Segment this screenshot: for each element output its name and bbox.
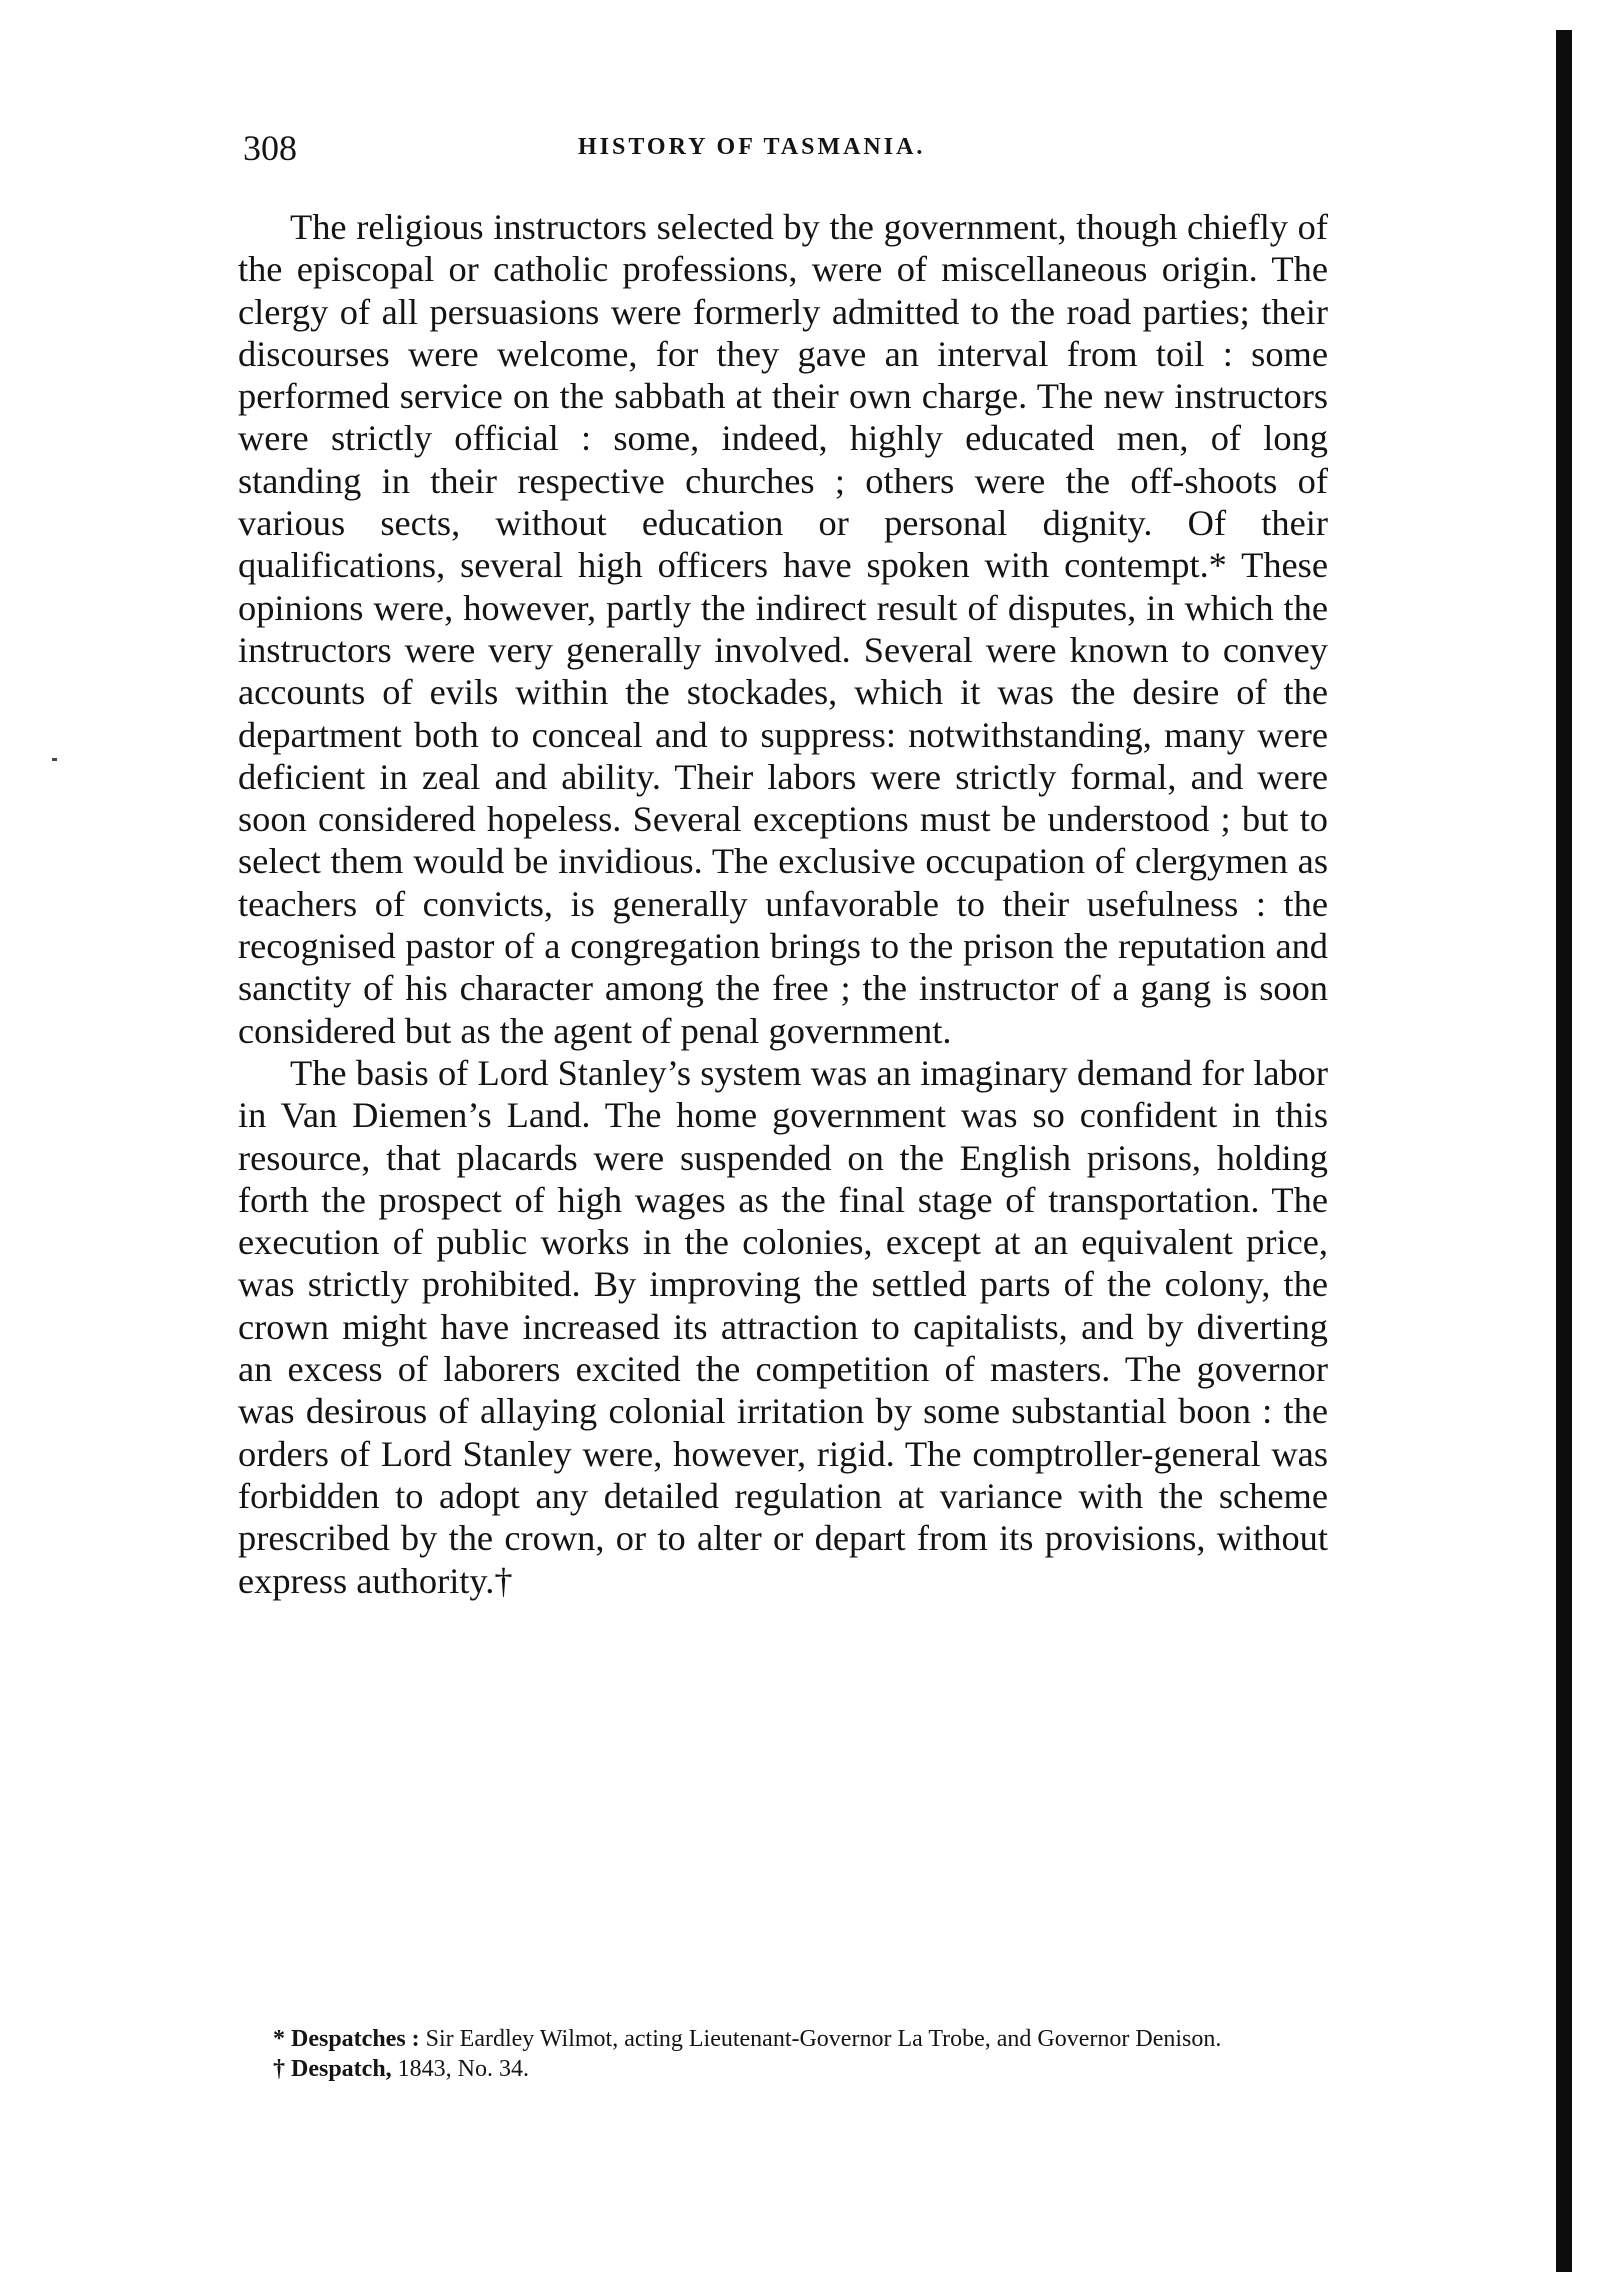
running-head-title: HISTORY OF TASMANIA. [578,134,926,160]
binding-edge [1556,30,1572,2272]
footnote-lead: † Despatch, [273,2056,392,2082]
page-number: 308 [243,128,297,168]
paragraph-stanley-system: The basis of Lord Stanley’s system was an imaginary demand for labor in Van Diemen’s Land. The home government was so confident in this resource, that placards were suspended on the English prisons, holding forth the prospect of high wages as the final stage of transportation. The execution of public works in the colonies, except at an equivalent price, was strictly prohibited. By improving the settled parts of the colony, the crown might have increased its attraction to capitalists, and by diverting an excess of laborers excited the competition of masters. The governor was desirous of allaying colonial irritation by some substantial boon : the orders of Lord Stanley were, however, rigid. The comptroller-general was forbidden to adopt any detailed regulation at variance with the scheme prescribed by the crown, or to alter or depart from its provisions, without express authority.† [238,1052,1328,1601]
body-text [238,206,1328,1602]
running-head [243,128,1333,178]
footnote-despatches [237,2024,1329,2054]
footnote-despatch [237,2054,1329,2084]
paragraph-religious-instructors: The religious instructors selected by the government, though chiefly of the episcopal or catholic professions, were of miscellaneous origin. The clergy of all persuasions were formerly admitted to the road parties; their discourses were welcome, for they gave an interval from toil : some performed service on the sabbath at their own charge. The new instructors were strictly official : some, indeed, highly educated men, of long standing in their respective churches ; others were the off-shoots of various sects, without education or personal dignity. Of their qualifications, several high officers have spoken with contempt.* These opinions were, however, partly the indirect result of disputes, in which the instructors were very generally involved. Several were known to convey accounts of evils within the stockades, which it was the desire of the department both to conceal and to suppress: notwithstanding, many were deficient in zeal and ability. Their labors were strictly formal, and were soon considered hopeless. Several exceptions must be understood ; but to select them would be invidious. The exclusive occupation of clergymen as teachers of convicts, is generally unfavorable to their usefulness : the recognised pastor of a congregation brings to the prison the reputation and sanctity of his character among the free ; the instructor of a gang is soon considered but as the agent of penal government. [238,207,1328,1051]
footnote-text: Sir Eardley Wilmot, acting Lieutenant-Governor La Trobe, and Governor Denison. [419,2026,1222,2052]
footnote-lead: * Despatches : [273,2026,420,2052]
footnotes [237,2024,1329,2084]
scan-speck [52,758,57,761]
footnote-text: 1843, No. 34. [391,2056,530,2082]
